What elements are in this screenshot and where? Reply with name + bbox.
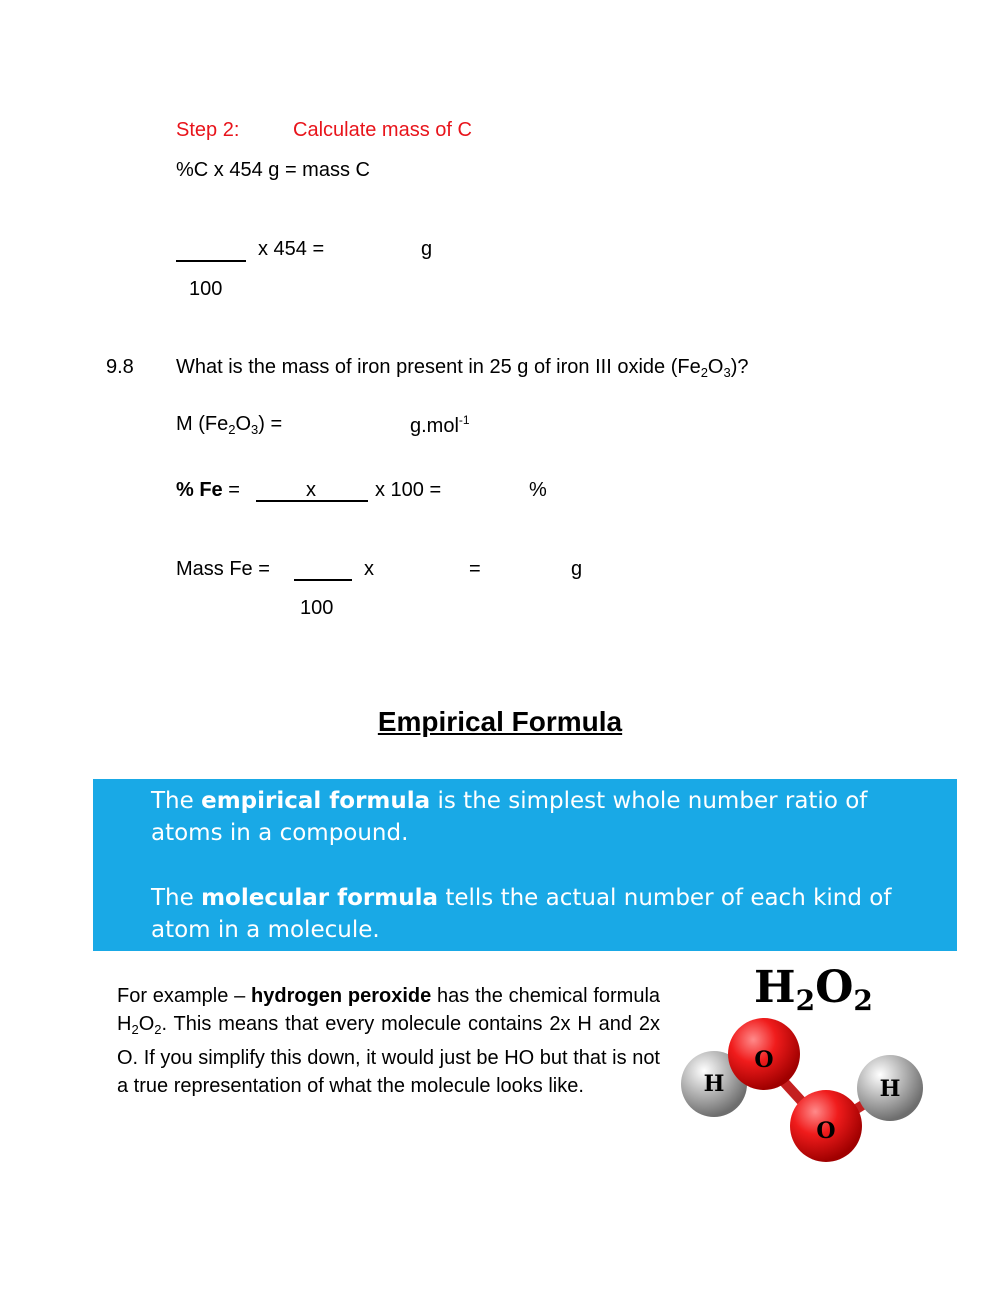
mass-fe-equals: = [469,558,481,580]
molecular-definition: The molecular formula tells the actual number of each kind of atom in a molecule. [151,885,892,943]
mass-fe-blank[interactable] [294,561,352,581]
step-label: Step 2: [176,119,240,141]
times-454: x 454 = [258,238,325,260]
mass-fe-label: Mass Fe = [176,558,270,580]
oxygen-label-bottom: O [816,1118,836,1144]
hydrogen-label-left: H [703,1071,725,1097]
mass-fe-denominator: 100 [300,597,334,619]
hydrogen-label-right: H [879,1076,901,1102]
mass-fe-x: x [364,558,374,580]
empirical-definition: The empirical formula is the simplest whole number ratio of atoms in a compound. [151,788,868,846]
h2o2-molecule-diagram [676,960,936,1170]
percent-unit: % [529,479,547,501]
percent-fe-times-100: x 100 = [375,479,442,501]
molar-mass-unit: g.mol$^{-1}$ [410,413,470,437]
unit-g: g [421,238,433,260]
oxygen-label-top: O [754,1047,774,1073]
denominator-100: 100 [189,278,223,300]
question-number: 9.8 [106,356,134,378]
numerator-blank[interactable] [176,242,246,262]
question-text: What is the mass of iron present in 25 g of iron III oxide $(Fe_2O_3)$? [176,356,749,380]
definition-box [93,779,957,951]
step-title: Calculate mass of C [293,119,472,141]
molecule-title: H2O2 [754,962,873,1017]
example-paragraph: For example – hydrogen peroxide has the chemical formula $H_2O_2$. This means that every molecule contains 2x H and 2x O. If you simplify this down, it would just be HO but that is not a true representation of what the molecule looks like. [117,985,661,1097]
percent-fe-x: x [306,479,316,501]
mass-c-formula: %C x 454 g = mass C [176,159,370,181]
percent-fe-label: % Fe = [176,479,240,501]
mass-fe-unit: g [571,558,583,580]
section-heading: Empirical Formula [377,706,623,737]
molar-mass-label: M $(Fe_2O_3)$ = [176,413,283,437]
